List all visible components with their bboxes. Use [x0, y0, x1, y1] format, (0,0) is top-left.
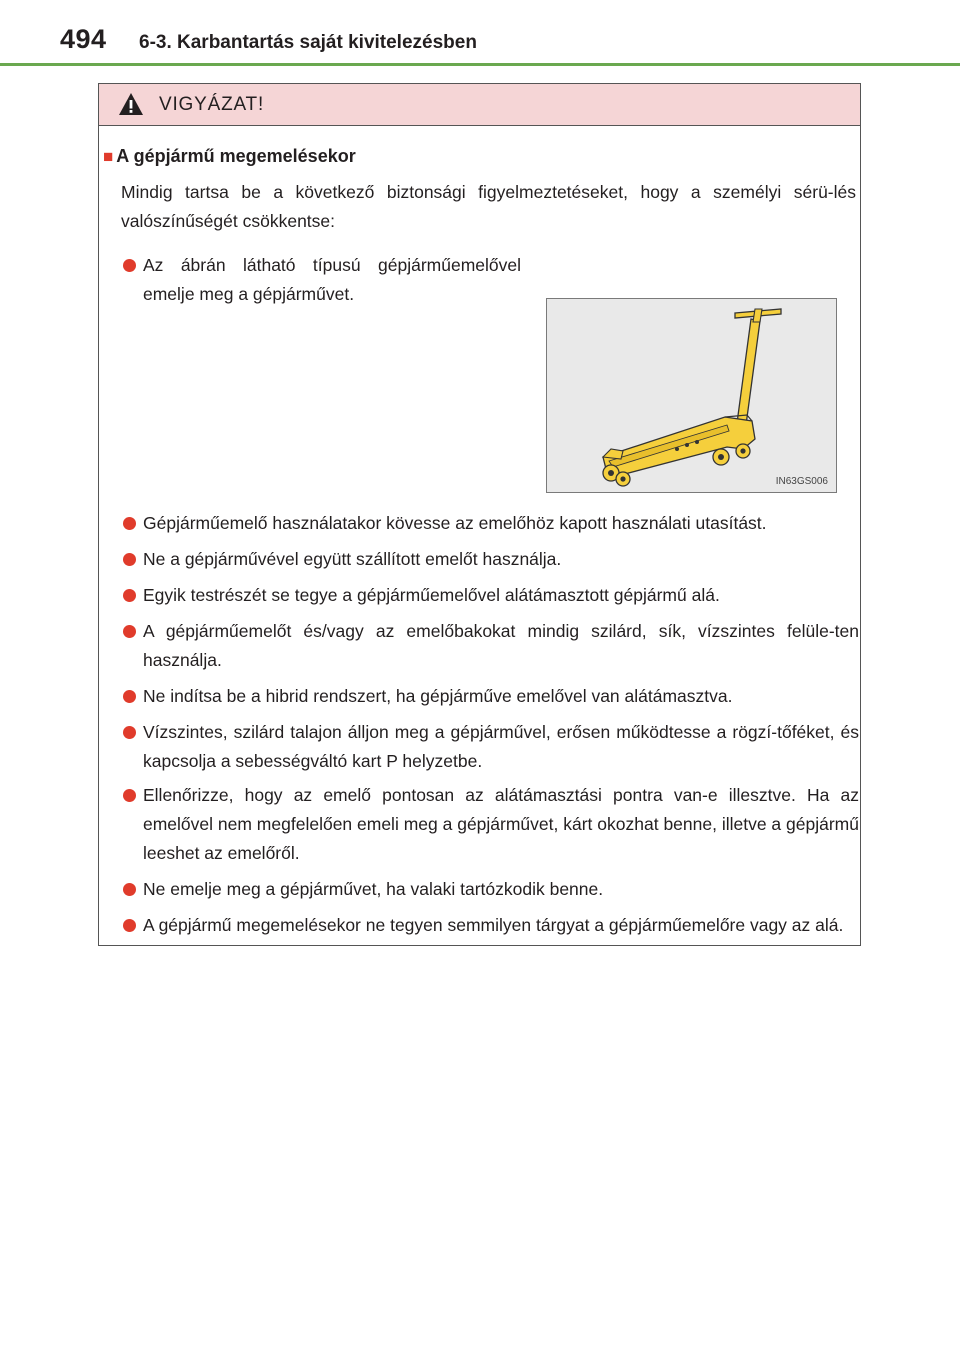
list-item-text: Ne emelje meg a gépjárművet, ha valaki tartózkodik benne.: [143, 879, 604, 899]
list-item: [121, 875, 859, 904]
list-item: [121, 682, 859, 711]
list-item: [121, 251, 521, 309]
bullet-dot-icon: [123, 883, 136, 896]
bullet-dot-icon: [123, 789, 136, 802]
list-item: [121, 545, 859, 574]
bullet-dot-icon: [123, 690, 136, 703]
bullet-dot-icon: [123, 517, 136, 530]
warning-title: VIGYÁZAT!: [159, 94, 265, 115]
square-bullet-icon: ■: [103, 147, 114, 166]
list-item-text: Ellenőrizze, hogy az emelő pontosan az alátámasztási pontra van-e illesztve. Ha az emelővel nem megfelelően emeli meg a gépjárművet, kárt okozhat benne, illetve a gépjármű leeshet az emelőről.: [143, 785, 859, 863]
list-item: [121, 617, 859, 675]
intro-text: Mindig tartsa be a következő biztonsági figyelmeztetéseket, hogy a személyi sérü-lés valószínűségét csökkentse:: [121, 182, 856, 231]
list-item-text: A gépjármű megemelésekor ne tegyen semmilyen tárgyat a gépjárműemelőre vagy az alá.: [143, 915, 844, 935]
floor-jack-drawing: [547, 299, 836, 492]
subheading: [103, 146, 356, 167]
list-item: [121, 509, 859, 538]
warning-box: [98, 83, 861, 946]
list-item-text: A gépjárműemelőt és/vagy az emelőbakokat mindig szilárd, sík, vízszintes felüle-ten használja.: [143, 621, 859, 670]
bullet-dot-icon: [123, 919, 136, 932]
bullet-dot-icon: [123, 553, 136, 566]
page-number: 494: [60, 24, 107, 54]
bullet-dot-icon: [123, 589, 136, 602]
list-item-text: Vízszintes, szilárd talajon álljon meg a gépjárművel, erősen működtesse a rögzí-tőféket, és kapcsolja a sebességváltó kart P helyzetbe.: [143, 722, 859, 771]
figure-code: IN63GS006: [775, 476, 828, 487]
bullet-dot-icon: [123, 726, 136, 739]
list-item: [121, 781, 859, 868]
page-header: [0, 0, 960, 64]
header-divider: [0, 63, 960, 66]
bullet-dot-icon: [123, 259, 136, 272]
list-item-text: Egyik testrészét se tegye a gépjárműemelővel alátámasztott gépjármű alá.: [143, 585, 720, 605]
list-item-text: Ne a gépjárművével együtt szállított emelőt használja.: [143, 549, 562, 569]
list-item-text: Ne indítsa be a hibrid rendszert, ha gépjárműve emelővel van alátámasztva.: [143, 686, 733, 706]
subheading-text: A gépjármű megemelésekor: [116, 146, 356, 166]
list-item: [121, 718, 859, 776]
bullet-dot-icon: [123, 625, 136, 638]
list-item-text: Az ábrán látható típusú gépjárműemelővel emelje meg a gépjárművet.: [143, 255, 521, 304]
list-item-text: Gépjárműemelő használatakor kövesse az emelőhöz kapott használati utasítást.: [143, 513, 767, 533]
floor-jack-illustration: [546, 298, 837, 493]
section-title: 6-3. Karbantartás saját kivitelezésben: [139, 32, 477, 53]
warning-triangle-icon: [118, 92, 144, 116]
list-item: [121, 581, 859, 610]
list-item: [121, 911, 859, 940]
warning-header: [99, 84, 860, 126]
